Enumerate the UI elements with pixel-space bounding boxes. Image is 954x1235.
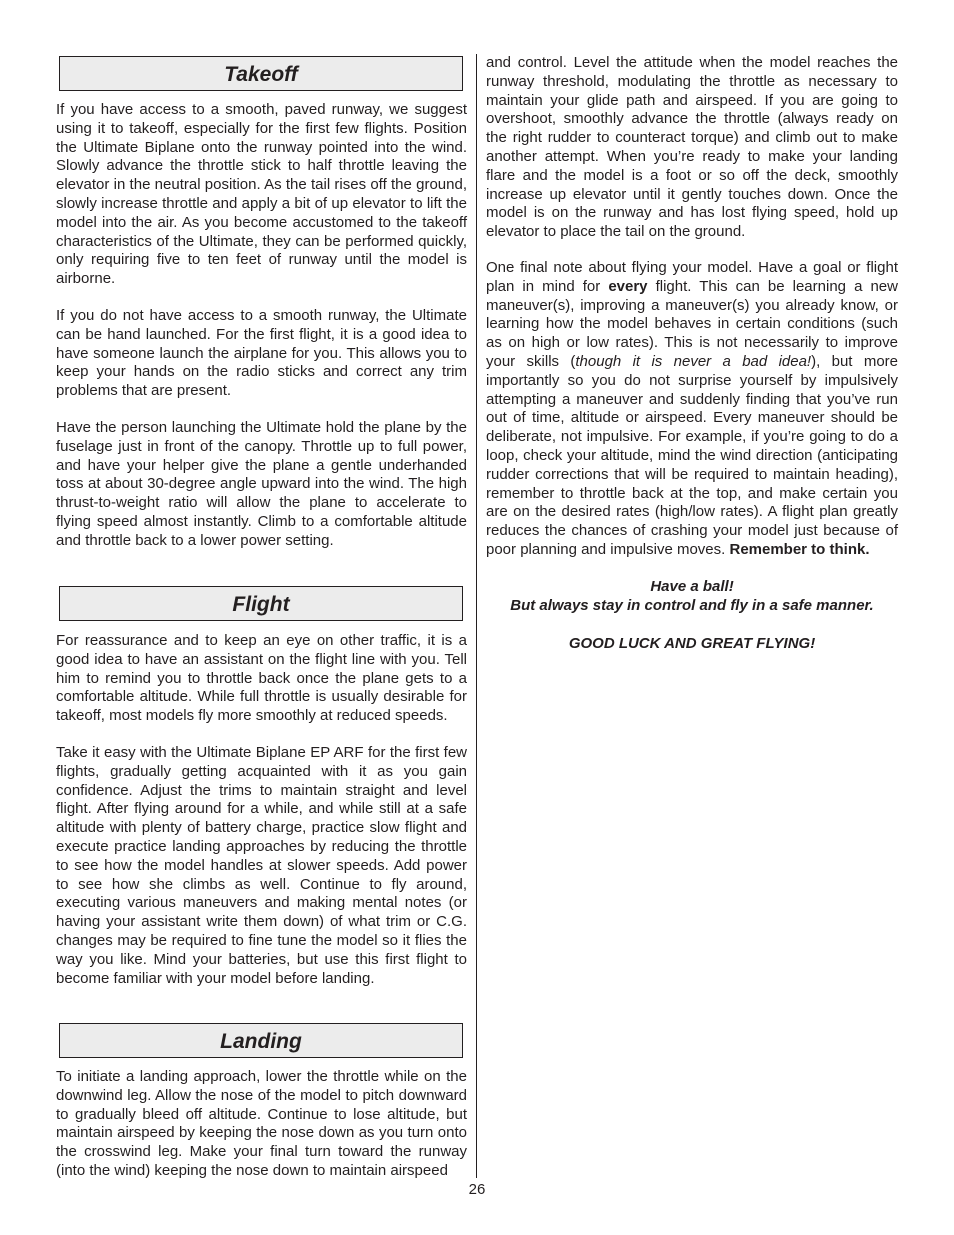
final-note-aside: though it is never a bad idea!	[575, 352, 812, 370]
landing-paragraph-continued: and control. Level the attitude when the model reaches the runway threshold, modulating the throttle as necessary to maintain your glide path and airspeed. If you are going to overshoot, smoothly advance the throttle (always ready on the right rudder to counteract torque) and climb out to make another attempt. When you’re ready to make your landing flare and the model is a foot or so off the deck, smoothly increase up elevator until it gently touches down. Once the model is on the runway and has lost flying speed, hold up elevator to place the tail on the ground.	[486, 54, 898, 241]
flight-heading-box	[59, 586, 463, 621]
column-divider	[476, 54, 477, 1178]
final-note-text-1: One final note about flying your model. Have a goal or flight plan in mind for	[486, 259, 898, 295]
flight-paragraph-1: For reassurance and to keep an eye on other traffic, it is a good idea to have an assistant on the flight line with you. Tell him to remind you to throttle back once the plane gets to a comfortable altitude. While full throttle is usually desirable for takeoff, most models fly more smoothly at reduced speeds.	[56, 632, 467, 725]
final-note-paragraph	[486, 259, 898, 560]
takeoff-paragraph-1: If you have access to a smooth, paved runway, we suggest using it to takeoff, especially for the first few flights. Position the Ultimate Biplane onto the runway pointed into the wind. Slowly advance the throttle stick to half throttle leaving the elevator in the neutral position. As the tail rises off the ground, slowly increase throttle and apply a bit of up elevator to lift the model into the air. As you become accustomed to the takeoff characteristics of the Ultimate, they can be performed quickly, only requiring five to ten feet of runway until the model is airborne.	[56, 101, 467, 288]
closing-line-3: GOOD LUCK AND GREAT FLYING!	[568, 635, 816, 652]
closing-line-1: Have a ball!	[650, 578, 734, 595]
flight-paragraph-2: Take it easy with the Ultimate Biplane EP ARF for the first few flights, gradually getting acquainted with it as you gain confidence. Adjust the trims to maintain straight and level flight. After flying around for a while, and while still at a safe altitude with plenty of battery charge, practice slow flight and execute practice landing approaches by reducing the throttle to see how the model handles at slower speeds. Add power to see how she climbs as well. Continue to fly around, executing various maneuvers and making mental notes (or having your assistant write them down) of what trim or C.G. changes may be required to fine tune the model so it flies the way you like. Mind your batteries, but use this first flight to become familiar with your model before landing.	[56, 744, 467, 987]
final-note-remember: Remember to think.	[729, 540, 870, 558]
closing-line-2: But always stay in control and fly in a safe manner.	[510, 597, 874, 614]
takeoff-heading-box	[59, 56, 463, 91]
takeoff-paragraph-2: If you do not have access to a smooth runway, the Ultimate can be hand launched. For the first flight, it is a good idea to have someone launch the airplane for you. This allows you to keep your hands on the radio sticks and correct any trim problems that are present.	[56, 307, 467, 400]
flight-heading: Flight	[232, 593, 290, 616]
final-note-every: every	[608, 277, 648, 295]
takeoff-paragraph-3: Have the person launching the Ultimate hold the plane by the fuselage just in front of the canopy. Throttle up to full power, and have your helper give the plane a gentle underhanded toss at about 30-degree angle upward into the wind. The high thrust-to-weight ratio will allow the plane to accelerate to flying speed almost instantly. Climb to a comfortable altitude and throttle back to a lower power setting.	[56, 419, 467, 549]
final-note-text-3: ), but more importantly so you do not surprise yourself by impulsively attempting a maneuver and suddenly finding that you’ve run out of time, altitude or airspeed. Every maneuver should be deliberate, not impulsive. For example, if you’re going to do a loop, check your altitude, mind the wind direction (anticipating rudder corrections that will be required to maintain heading), remember to throttle back at the top, and make certain you are on the desired rates (high/low rates). A flight plan greatly reduces the chances of crashing your model just because of poor planning and impulsive moves.	[486, 352, 898, 558]
page-number: 26	[468, 1181, 486, 1198]
landing-paragraph-1: To initiate a landing approach, lower the throttle while on the downwind leg. Allow the nose of the model to pitch downward to gradually bleed off altitude. Continue to lose altitude, but maintain airspeed by keeping the nose down as you turn onto the crosswind leg. Make your final turn toward the runway (into the wind) keeping the nose down to maintain airspeed	[56, 1068, 467, 1179]
final-note-text-2: flight. This can be learning a new maneuver(s), improving a maneuver(s) you already know, or learning how the model behaves in certain conditions (such as on high or low rates). This is not necessarily to improve your skills (	[486, 277, 898, 370]
takeoff-heading: Takeoff	[224, 63, 298, 86]
landing-heading: Landing	[220, 1030, 302, 1053]
landing-heading-box	[59, 1023, 463, 1058]
